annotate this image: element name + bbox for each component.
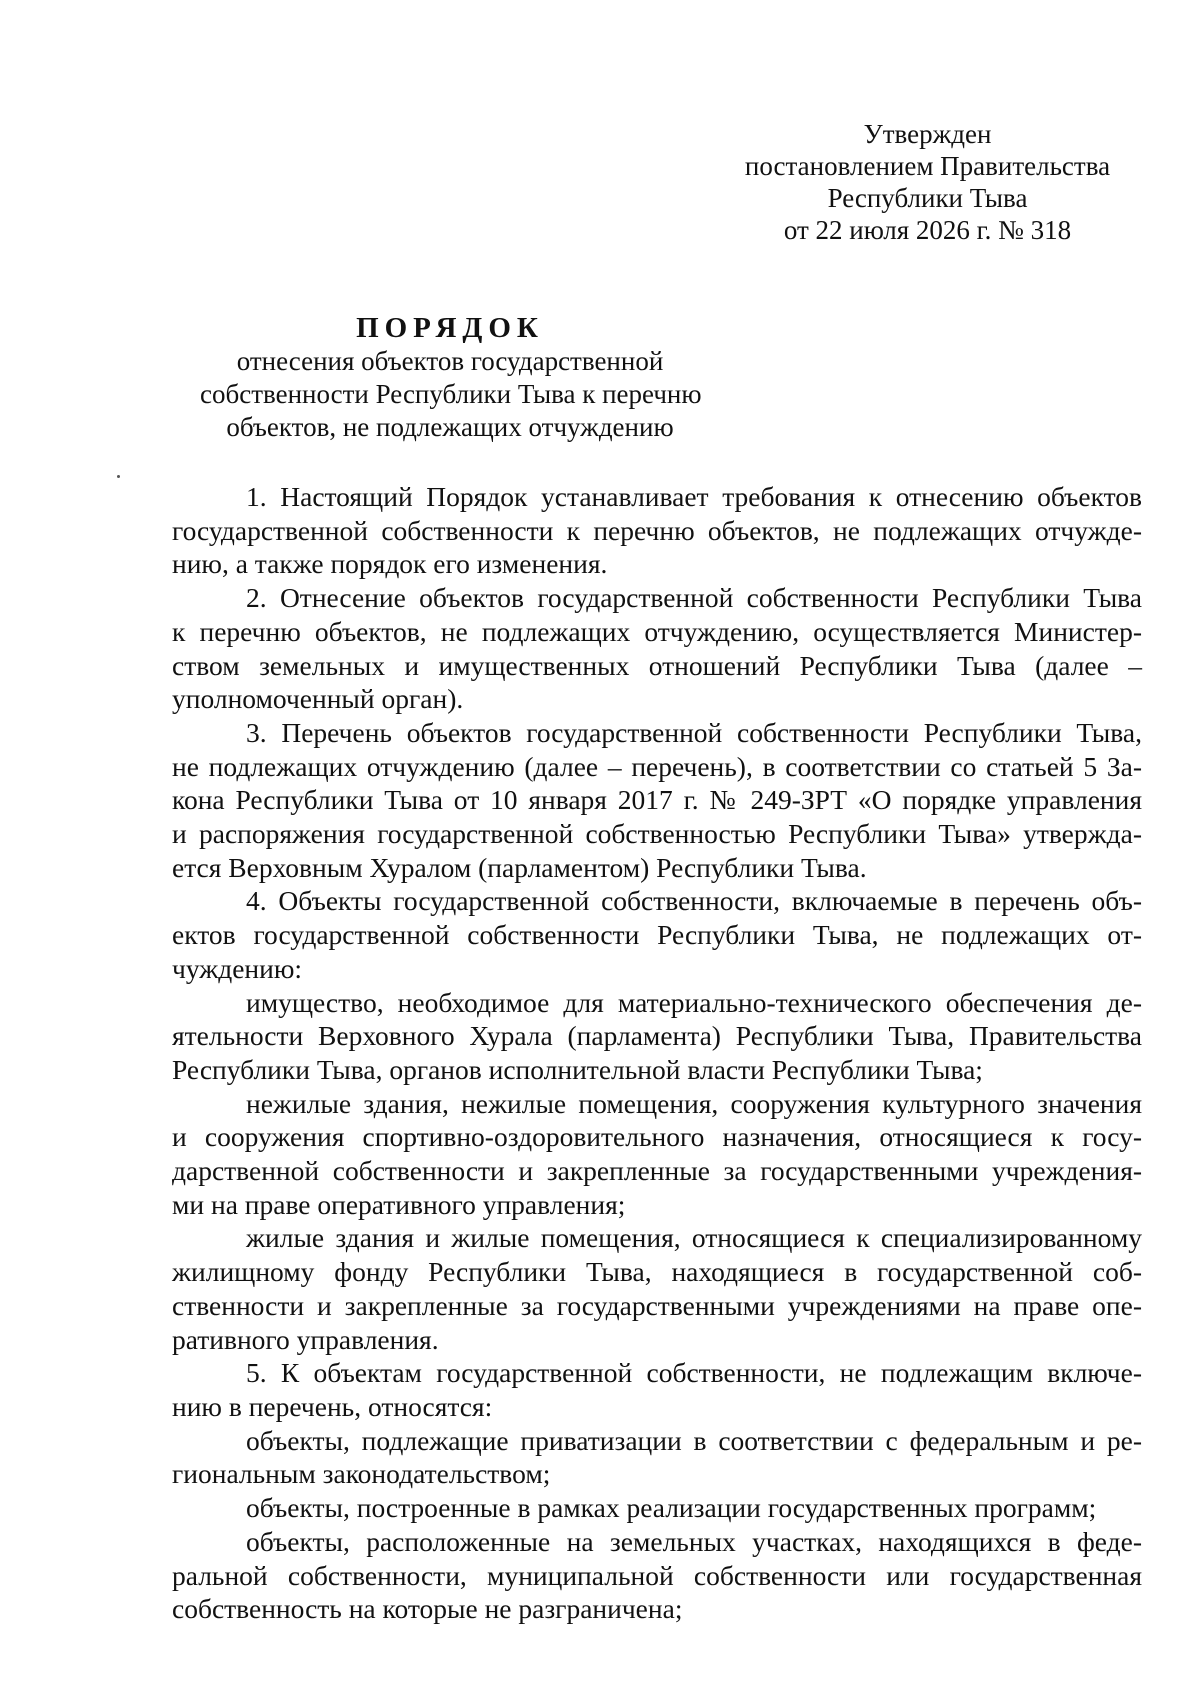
- body-line: нию в перечень, относятся:: [172, 1390, 493, 1422]
- subtitle-line: собственности Республики Тыва к перечню: [200, 379, 702, 409]
- body-line: к перечню объектов, не подлежащих отчуждению, осуществляется Министер-: [172, 615, 1142, 647]
- document-subtitle: [200, 345, 700, 444]
- approval-line: постановлением Правительства: [744, 151, 1111, 181]
- body-line: жилые здания и жилые помещения, относящиеся к специализированному: [246, 1222, 1142, 1254]
- body-line: и сооружения спортивно-оздоровительного назначения, относящиеся к госу-: [172, 1121, 1142, 1153]
- body-line: ральной собственности, муниципальной собственности или государственная: [172, 1559, 1142, 1591]
- body-line: ется Верховным Хуралом (парламентом) Республики Тыва.: [172, 851, 867, 883]
- body-line: 4. Объекты государственной собственности, включаемые в перечень объ-: [246, 885, 1142, 917]
- approval-stamp: [735, 118, 1120, 246]
- approval-line: Республики Тыва: [827, 183, 1028, 213]
- body-line: собственность на которые не разграничена;: [172, 1593, 683, 1625]
- body-line: объекты, построенные в рамках реализации государственных программ;: [246, 1492, 1097, 1524]
- body-line: уполномоченный орган).: [172, 683, 464, 715]
- body-line: жилищному фонду Республики Тыва, находящиеся в государственной соб-: [172, 1256, 1142, 1288]
- body-line: 2. Отнесение объектов государственной собственности Республики Тыва: [246, 582, 1142, 614]
- body-line: и распоряжения государственной собственностью Республики Тыва» утвержда-: [172, 818, 1142, 850]
- body-line: ектов государственной собственности Республики Тыва, не подлежащих от-: [172, 919, 1142, 951]
- body-line: имущество, необходимое для материально-технического обеспечения де-: [246, 986, 1142, 1018]
- body-line: Республики Тыва, органов исполнительной власти Республики Тыва;: [172, 1053, 983, 1085]
- approval-line: от 22 июля 2026 г. № 318: [783, 215, 1072, 245]
- body-line: ственности и закрепленные за государственными учреждениями на праве опе-: [172, 1289, 1142, 1321]
- body-line: 3. Перечень объектов государственной собственности Республики Тыва,: [246, 716, 1142, 748]
- body-line: ми на праве оперативного управления;: [172, 1188, 626, 1220]
- body-line: 5. К объектам государственной собственности, не подлежащим включе-: [246, 1357, 1142, 1389]
- body-line: чуждению:: [172, 952, 303, 984]
- subtitle-line: объектов, не подлежащих отчуждению: [226, 412, 674, 442]
- approval-line: Утвержден: [863, 119, 992, 149]
- document-title: ПОРЯДОК: [356, 312, 544, 344]
- body-line: дарственной собственности и закрепленные за государственными учреждения-: [172, 1155, 1142, 1187]
- body-line: не подлежащих отчуждению (далее – перечень), в соответствии со статьей 5 За-: [172, 750, 1142, 782]
- body-line: нию, а также порядок его изменения.: [172, 548, 608, 580]
- body-line: ративного управления.: [172, 1323, 439, 1355]
- body-line: ятельности Верховного Хурала (парламента) Республики Тыва, Правительства: [172, 1020, 1142, 1052]
- document-body: [172, 480, 1142, 1626]
- body-line: объекты, расположенные на земельных участках, находящихся в феде-: [246, 1525, 1142, 1557]
- body-line: государственной собственности к перечню объектов, не подлежащих отчужде-: [172, 514, 1142, 546]
- body-line: ством земельных и имущественных отношений Республики Тыва (далее –: [172, 649, 1142, 681]
- body-line: кона Республики Тыва от 10 января 2017 г. № 249-ЗРТ «О порядке управления: [172, 784, 1142, 816]
- body-line: гиональным законодательством;: [172, 1458, 551, 1490]
- body-line: 1. Настоящий Порядок устанавливает требования к отнесению объектов: [246, 481, 1142, 512]
- subtitle-line: отнесения объектов государственной: [236, 346, 664, 376]
- body-line: нежилые здания, нежилые помещения, сооружения культурного значения: [246, 1087, 1142, 1119]
- body-line: объекты, подлежащие приватизации в соответствии с федеральным и ре-: [246, 1424, 1142, 1456]
- scan-speck: [117, 475, 120, 478]
